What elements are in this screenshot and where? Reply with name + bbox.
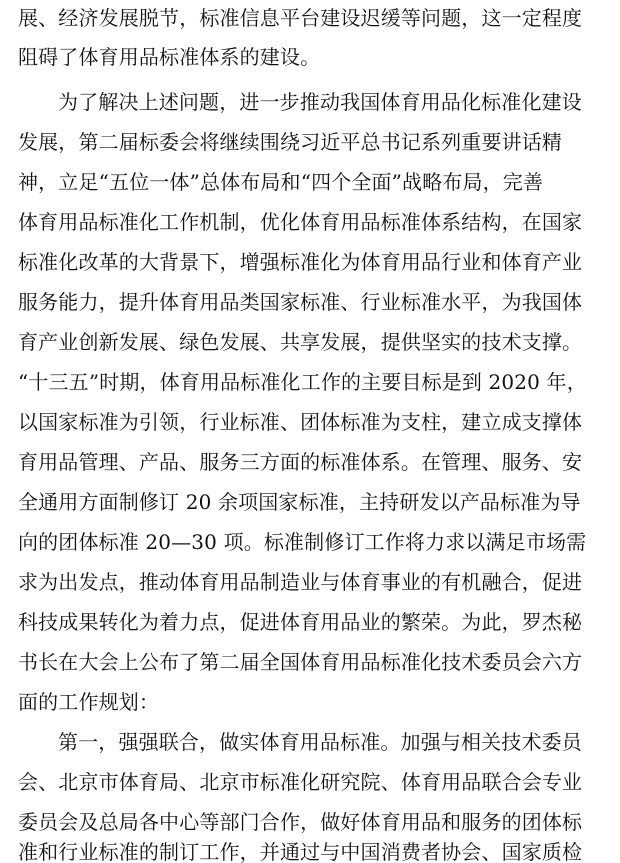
text-line: 全通用方面制修订 20 余项国家标准，主持研发以产品标准为导 [18, 490, 581, 514]
text-line: 服务能力，提升体育用品类国家标准、行业标准水平，为我国体 [18, 290, 583, 314]
text-line: 会、北京市体育局、北京市标准化研究院、体育用品联合会专业 [18, 770, 583, 794]
text-line: 向的团体标准 20—30 项。标准制修订工作将力求以满足市场需 [18, 530, 587, 554]
text-line: 神，立足“五位一体”总体布局和“四个全面”战略布局，完善 [18, 170, 544, 194]
text-line: 体育用品标准化工作机制，优化体育用品标准体系结构，在国家 [18, 210, 583, 234]
text-line: 准和行业标准的制订工作，并通过与中国消费者协会、国家质检 [18, 840, 583, 863]
text-line: 标准化改革的大背景下，增强标准化为体育用品行业和体育产业 [18, 250, 583, 274]
text-line: 育用品管理、产品、服务三方面的标准体系。在管理、服务、安 [18, 450, 583, 474]
text-line: 书长在大会上公布了第二届全国体育用品标准化技术委员会六方 [18, 650, 583, 674]
text-line: 科技成果转化为着力点，促进体育用品业的繁荣。为此，罗杰秘 [18, 610, 583, 634]
text-line: “十三五”时期，体育用品标准化工作的主要目标是到 2020 年， [18, 370, 587, 394]
text-line: 求为出发点，推动体育用品制造业与体育事业的有机融合，促进 [18, 570, 583, 594]
text-line: 委员会及总局各中心等部门合作，做好体育用品和服务的团体标 [18, 810, 583, 834]
text-line: 发展，第二届标委会将继续围绕习近平总书记系列重要讲话精 [18, 130, 563, 154]
text-line: 展、经济发展脱节，标准信息平台建设迟缓等问题，这一定程度 [18, 6, 583, 30]
text-line: 阻碍了体育用品标准体系的建设。 [18, 45, 321, 69]
text-line: 育产业创新发展、绿色发展、共享发展，提供坚实的技术支撑。 [18, 330, 583, 354]
paragraph-start-line: 第一，强强联合，做实体育用品标准。加强与相关技术委员 [58, 730, 582, 754]
paragraph-start-line: 为了解决上述问题，进一步推动我国体育用品化标准化建设 [58, 90, 582, 114]
text-line: 以国家标准为引领，行业标准、团体标准为支柱，建立成支撑体 [18, 410, 583, 434]
text-line: 面的工作规划： [18, 690, 160, 714]
